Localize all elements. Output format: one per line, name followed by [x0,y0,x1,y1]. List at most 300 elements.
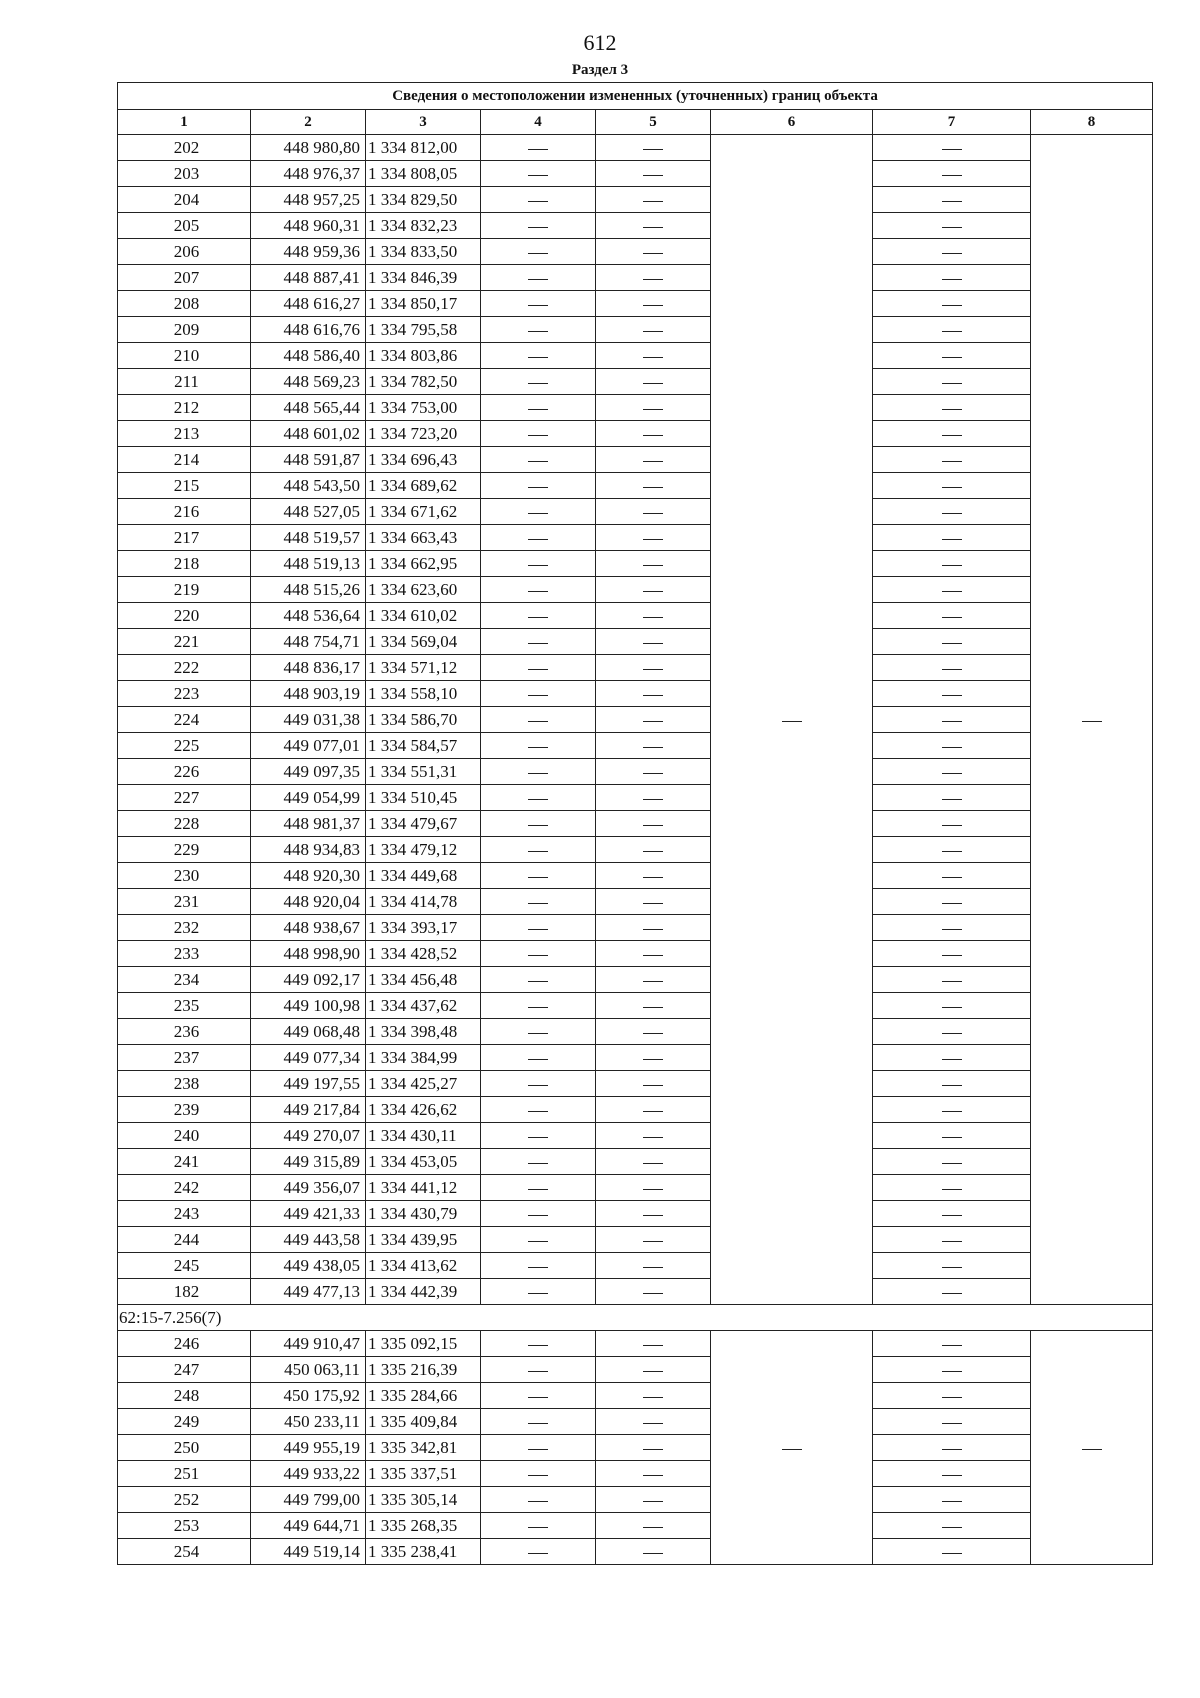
coord-x: 448 519,57 [251,525,366,551]
dash-mark [643,1163,663,1164]
col7-dash [873,811,1031,837]
col5-dash [596,135,711,161]
col7-dash [873,1461,1031,1487]
table-row [118,967,1153,993]
point-number: 224 [118,707,251,733]
col4-dash [481,1539,596,1565]
col5-dash [596,1513,711,1539]
col4-dash [481,993,596,1019]
coord-y: 1 334 696,43 [366,447,481,473]
col7-dash [873,1357,1031,1383]
col4-dash [481,629,596,655]
col4-dash [481,1097,596,1123]
dash-mark [528,149,548,150]
col4-dash [481,889,596,915]
coord-x: 449 644,71 [251,1513,366,1539]
dash-mark [643,1111,663,1112]
dash-mark [942,1345,962,1346]
point-number: 232 [118,915,251,941]
col5-dash [596,1409,711,1435]
coord-x: 448 981,37 [251,811,366,837]
dash-mark [643,279,663,280]
col7-dash [873,1513,1031,1539]
coord-y: 1 334 689,62 [366,473,481,499]
dash-mark [643,487,663,488]
coord-y: 1 334 623,60 [366,577,481,603]
table-title: Сведения о местоположении измененных (уточненных) границ объекта [118,83,1153,110]
coordinates-table [117,82,1153,1565]
column-header: 3 [366,110,481,135]
table-row [118,603,1153,629]
col4-dash [481,421,596,447]
dash-mark [528,1111,548,1112]
table-row [118,1435,1153,1461]
col5-dash [596,967,711,993]
dash-mark [942,201,962,202]
coord-x: 448 527,05 [251,499,366,525]
point-number: 226 [118,759,251,785]
dash-mark [942,825,962,826]
dash-mark [942,851,962,852]
col5-dash [596,473,711,499]
dash-mark [528,461,548,462]
col5-dash [596,915,711,941]
dash-mark [528,539,548,540]
coord-y: 1 334 393,17 [366,915,481,941]
dash-mark [528,1449,548,1450]
dash-mark [528,825,548,826]
col4-dash [481,759,596,785]
dash-mark [643,747,663,748]
table-row [118,1513,1153,1539]
col7-dash [873,395,1031,421]
point-number: 248 [118,1383,251,1409]
col5-dash [596,1253,711,1279]
col7-dash [873,629,1031,655]
dash-mark [942,1059,962,1060]
coord-x: 449 092,17 [251,967,366,993]
point-number: 206 [118,239,251,265]
table-row [118,941,1153,967]
dash-mark [643,1007,663,1008]
dash-mark [528,643,548,644]
dash-mark [942,1085,962,1086]
col5-dash [596,499,711,525]
dash-mark [528,1475,548,1476]
dash-mark [942,149,962,150]
coord-x: 448 754,71 [251,629,366,655]
dash-mark [942,877,962,878]
coord-y: 1 334 398,48 [366,1019,481,1045]
dash-mark [643,409,663,410]
coord-y: 1 335 092,15 [366,1331,481,1357]
dash-mark [942,1111,962,1112]
dash-mark [942,331,962,332]
dash-mark [528,305,548,306]
col5-dash [596,1097,711,1123]
coord-x: 449 197,55 [251,1071,366,1097]
col7-dash [873,941,1031,967]
dash-mark [643,1267,663,1268]
col5-dash [596,239,711,265]
dash-mark [528,331,548,332]
dash-mark [942,721,962,722]
col4-dash [481,1435,596,1461]
col4-dash [481,1461,596,1487]
dash-mark [643,227,663,228]
dash-mark [942,799,962,800]
dash-mark [942,1241,962,1242]
col5-dash [596,525,711,551]
coord-y: 1 334 479,67 [366,811,481,837]
col7-dash [873,291,1031,317]
coord-y: 1 334 456,48 [366,967,481,993]
dash-mark [643,175,663,176]
col7-dash [873,1045,1031,1071]
col4-dash [481,941,596,967]
dash-mark [942,357,962,358]
col5-dash [596,1435,711,1461]
coord-y: 1 334 833,50 [366,239,481,265]
dash-mark [942,383,962,384]
dash-mark [528,669,548,670]
point-number: 215 [118,473,251,499]
dash-mark [643,825,663,826]
col4-dash [481,707,596,733]
col4-dash [481,525,596,551]
coord-y: 1 334 442,39 [366,1279,481,1305]
col5-dash [596,993,711,1019]
coord-x: 448 887,41 [251,265,366,291]
section-title: Раздел 3 [571,62,629,78]
col7-dash [873,1175,1031,1201]
dash-mark [528,253,548,254]
point-number: 209 [118,317,251,343]
coord-y: 1 334 723,20 [366,421,481,447]
col4-dash [481,733,596,759]
table-row [118,265,1153,291]
dash-mark [643,331,663,332]
point-number: 214 [118,447,251,473]
point-number: 204 [118,187,251,213]
dash-mark [528,799,548,800]
dash-mark [643,539,663,540]
col5-dash [596,317,711,343]
col5-dash [596,1149,711,1175]
table-row [118,733,1153,759]
coord-y: 1 334 428,52 [366,941,481,967]
point-number: 213 [118,421,251,447]
dash-mark [528,487,548,488]
dash-mark [942,1007,962,1008]
col7-dash [873,1539,1031,1565]
col4-dash [481,1175,596,1201]
col7-dash [873,707,1031,733]
coord-x: 448 920,30 [251,863,366,889]
col5-dash [596,1123,711,1149]
col7-dash [873,1071,1031,1097]
coord-y: 1 334 551,31 [366,759,481,785]
dash-mark [528,1215,548,1216]
dash-mark [528,955,548,956]
col4-dash [481,577,596,603]
table-row [118,343,1153,369]
dash-mark [942,773,962,774]
coord-y: 1 334 430,79 [366,1201,481,1227]
dash-mark [942,1215,962,1216]
group-label-row [118,1305,1153,1331]
dash-mark [782,1449,802,1450]
col4-dash [481,447,596,473]
dash-mark [643,357,663,358]
dash-mark [942,1293,962,1294]
table-row [118,135,1153,161]
dash-mark [643,253,663,254]
point-number: 240 [118,1123,251,1149]
point-number: 246 [118,1331,251,1357]
table-row [118,681,1153,707]
coord-y: 1 334 441,12 [366,1175,481,1201]
point-number: 253 [118,1513,251,1539]
table-row [118,1279,1153,1305]
coord-y: 1 335 284,66 [366,1383,481,1409]
col7-dash [873,525,1031,551]
col7-dash [873,213,1031,239]
col4-dash [481,811,596,837]
point-number: 229 [118,837,251,863]
coord-x: 448 920,04 [251,889,366,915]
col5-dash [596,603,711,629]
point-number: 222 [118,655,251,681]
table-row [118,707,1153,733]
dash-mark [942,1501,962,1502]
dash-mark [942,409,962,410]
col4-dash [481,1409,596,1435]
table-row [118,1097,1153,1123]
coord-y: 1 335 305,14 [366,1487,481,1513]
column-header: 1 [118,110,251,135]
coord-x: 449 031,38 [251,707,366,733]
dash-mark [643,643,663,644]
col4-dash [481,1019,596,1045]
coord-y: 1 334 584,57 [366,733,481,759]
col7-dash [873,239,1031,265]
col5-dash [596,447,711,473]
col5-dash [596,265,711,291]
coord-y: 1 334 753,00 [366,395,481,421]
dash-mark [643,1189,663,1190]
dash-mark [942,929,962,930]
col4-dash [481,1487,596,1513]
coord-y: 1 334 662,95 [366,551,481,577]
col7-dash [873,681,1031,707]
coord-x: 448 601,02 [251,421,366,447]
point-number: 182 [118,1279,251,1305]
col7-dash [873,837,1031,863]
dash-mark [528,227,548,228]
col6-merged-dash [711,1331,873,1565]
dash-mark [643,981,663,982]
col5-dash [596,343,711,369]
col4-dash [481,239,596,265]
col7-dash [873,1097,1031,1123]
dash-mark [942,955,962,956]
table-row [118,187,1153,213]
dash-mark [643,1475,663,1476]
page-number: 612 [583,30,617,55]
coord-y: 1 334 479,12 [366,837,481,863]
dash-mark [643,695,663,696]
point-number: 241 [118,1149,251,1175]
col4-dash [481,1071,596,1097]
dash-mark [643,851,663,852]
coord-x: 448 616,27 [251,291,366,317]
coord-x: 449 519,14 [251,1539,366,1565]
dash-mark [528,747,548,748]
coord-y: 1 334 795,58 [366,317,481,343]
col5-dash [596,187,711,213]
point-number: 211 [118,369,251,395]
col7-dash [873,1253,1031,1279]
col5-dash [596,395,711,421]
dash-mark [643,1527,663,1528]
table-row [118,1175,1153,1201]
col4-dash [481,1383,596,1409]
dash-mark [528,851,548,852]
dash-mark [643,1423,663,1424]
coord-x: 448 934,83 [251,837,366,863]
dash-mark [528,1527,548,1528]
coord-x: 449 477,13 [251,1279,366,1305]
point-number: 250 [118,1435,251,1461]
coord-x: 448 515,26 [251,577,366,603]
dash-mark [528,591,548,592]
column-header: 5 [596,110,711,135]
table-row [118,1331,1153,1357]
dash-mark [528,617,548,618]
col4-dash [481,785,596,811]
dash-mark [942,1033,962,1034]
col7-dash [873,551,1031,577]
dash-mark [528,1423,548,1424]
col4-dash [481,161,596,187]
coord-x: 448 938,67 [251,915,366,941]
dash-mark [528,1163,548,1164]
coord-x: 448 959,36 [251,239,366,265]
point-number: 208 [118,291,251,317]
coord-y: 1 334 449,68 [366,863,481,889]
table-row [118,1149,1153,1175]
point-number: 239 [118,1097,251,1123]
point-number: 237 [118,1045,251,1071]
col5-dash [596,1045,711,1071]
col4-dash [481,1045,596,1071]
dash-mark [942,1163,962,1164]
dash-mark [643,903,663,904]
coord-x: 448 903,19 [251,681,366,707]
col4-dash [481,369,596,395]
col7-dash [873,135,1031,161]
dash-mark [643,201,663,202]
coord-x: 449 097,35 [251,759,366,785]
dash-mark [643,1293,663,1294]
point-number: 228 [118,811,251,837]
dash-mark [643,669,663,670]
column-header: 4 [481,110,596,135]
col4-dash [481,837,596,863]
coord-x: 448 586,40 [251,343,366,369]
dash-mark [942,487,962,488]
dash-mark [528,1137,548,1138]
coord-x: 449 270,07 [251,1123,366,1149]
dash-mark [643,1501,663,1502]
col7-dash [873,603,1031,629]
table-row [118,369,1153,395]
coord-x: 448 957,25 [251,187,366,213]
table-row [118,863,1153,889]
col5-dash [596,1227,711,1253]
coord-x: 448 836,17 [251,655,366,681]
col5-dash [596,681,711,707]
point-number: 220 [118,603,251,629]
coord-x: 448 616,76 [251,317,366,343]
col7-dash [873,421,1031,447]
table-row [118,837,1153,863]
col7-dash [873,343,1031,369]
point-number: 210 [118,343,251,369]
coord-x: 448 519,13 [251,551,366,577]
dash-mark [528,981,548,982]
point-number: 219 [118,577,251,603]
col5-dash [596,291,711,317]
col4-dash [481,213,596,239]
dash-mark [942,617,962,618]
dash-mark [942,669,962,670]
col4-dash [481,655,596,681]
coord-y: 1 334 437,62 [366,993,481,1019]
table-row [118,1045,1153,1071]
col7-dash [873,759,1031,785]
coord-y: 1 334 610,02 [366,603,481,629]
table-row [118,993,1153,1019]
dash-mark [643,1553,663,1554]
col7-dash [873,1279,1031,1305]
table-row [118,785,1153,811]
dash-mark [942,643,962,644]
column-header: 6 [711,110,873,135]
table-row [118,1383,1153,1409]
col7-dash [873,1123,1031,1149]
point-number: 225 [118,733,251,759]
col7-dash [873,1383,1031,1409]
point-number: 227 [118,785,251,811]
dash-mark [1082,1449,1102,1450]
col7-dash [873,1227,1031,1253]
dash-mark [528,1501,548,1502]
dash-mark [528,1293,548,1294]
dash-mark [528,1059,548,1060]
col5-dash [596,1461,711,1487]
table-row [118,525,1153,551]
col5-dash [596,863,711,889]
col5-dash [596,889,711,915]
col4-dash [481,1149,596,1175]
col4-dash [481,915,596,941]
point-number: 254 [118,1539,251,1565]
dash-mark [643,617,663,618]
col4-dash [481,499,596,525]
dash-mark [942,695,962,696]
